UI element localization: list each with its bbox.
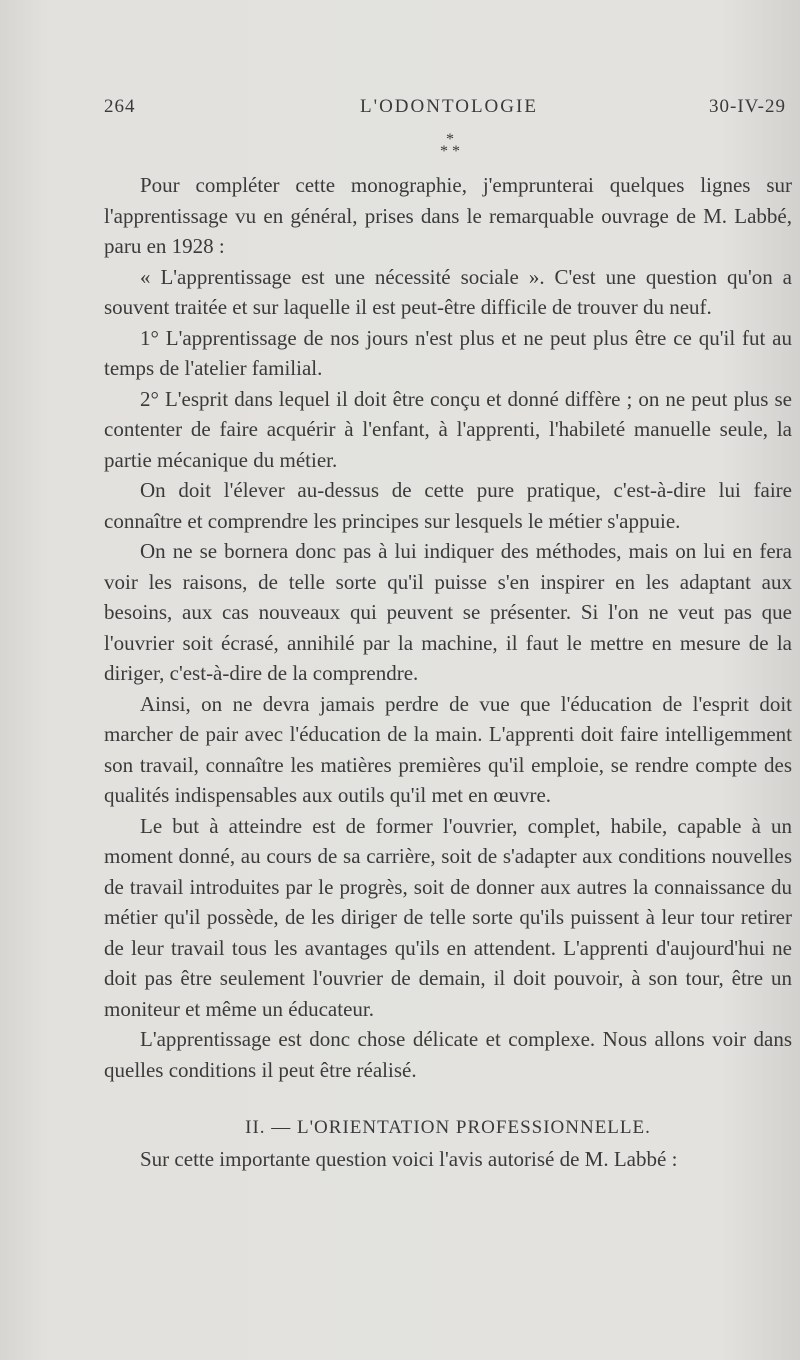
paragraph: 1° L'apprentissage de nos jours n'est plus et ne peut plus être ce qu'il fut au temps de l'atelier familial. <box>104 325 792 380</box>
paragraph: L'apprentissage est donc chose délicate et complexe. Nous allons voir dans quelles conditions il peut être réalisé. <box>104 1027 792 1082</box>
paragraph: Ainsi, on ne devra jamais perdre de vue que l'éducation de l'esprit doit marcher de pair avec l'éducation de la main. L'apprenti doit faire intelligemment son travail, connaître les matières premières qu'il emploie, se rendre compte des qualités indispensables aux outils qu'il met en œuvre. <box>104 691 792 807</box>
body-text <box>104 170 792 1174</box>
paragraph: On doit l'élever au-dessus de cette pure pratique, c'est-à-dire lui faire connaître et comprendre les principes sur lesquels le métier s'appuie. <box>104 478 792 533</box>
paragraph: 2° L'esprit dans lequel il doit être conçu et donné diffère ; on ne peut plus se contenter de faire acquérir à l'enfant, à l'apprenti, l'habileté manuelle seule, la partie mécanique du métier. <box>104 386 792 472</box>
issue-date: 30-IV-29 <box>709 96 786 117</box>
page-number: 264 <box>104 96 136 117</box>
paragraph: Pour compléter cette monographie, j'emprunterai quelques lignes sur l'apprentissage vu en général, prises dans le remarquable ouvrage de M. Labbé, paru en 1928 : <box>104 173 792 258</box>
paragraph: « L'apprentissage est une nécessité sociale ». C'est une question qu'on a souvent traitée et sur laquelle il est peut-être difficile de trouver du neuf. <box>104 264 792 319</box>
paragraph: Le but à atteindre est de former l'ouvrier, complet, habile, capable à un moment donné, au cours de sa carrière, soit de s'adapter aux conditions nouvelles de travail introduites par le progrès, soit de donner aux autres la connaissance du métier qu'il possède, de les diriger de telle sorte qu'ils puissent à leur tour retirer de leur travail tous les avantages qu'ils en attendent. L'apprenti d'aujourd'hui ne doit pas être seulement l'ouvrier de demain, il doit pouvoir, à son tour, être un moniteur et même un éducateur. <box>104 813 792 1021</box>
paragraph: On ne se bornera donc pas à lui indiquer des méthodes, mais on lui en fera voir les raisons, de telle sorte qu'il puisse s'en inspirer en les adaptant aux besoins, aux cas nouveaux qui peuvent se présenter. Si l'on ne veut pas que l'ouvrier soit écrasé, annihilé par la machine, il faut le mettre en mesure de la diriger, c'est-à-dire de la comprendre. <box>104 539 792 685</box>
section-heading: II. — L'ORIENTATION PROFESSIONNELLE. <box>245 1117 651 1138</box>
paragraph: Sur cette importante question voici l'avis autorisé de M. Labbé : <box>140 1146 678 1171</box>
journal-title: L'ODONTOLOGIE <box>360 96 538 117</box>
running-header <box>104 96 794 124</box>
asterism-ornament: * * * <box>440 131 460 160</box>
